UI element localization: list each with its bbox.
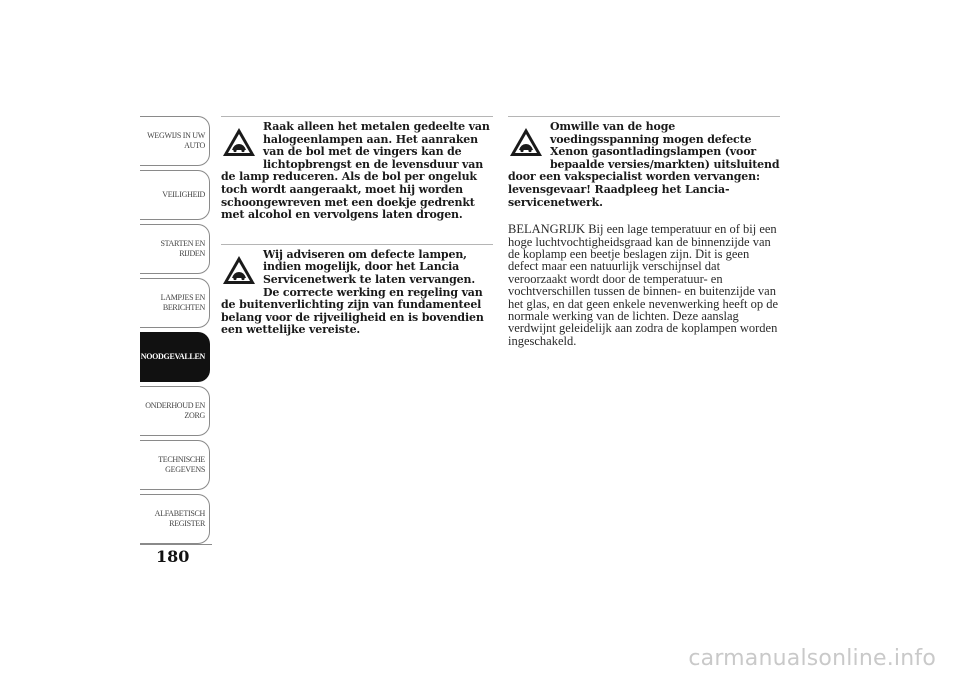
tab-onderhoud-en-zorg[interactable] <box>140 386 210 436</box>
page-number: 180 <box>156 547 190 566</box>
tab-veiligheid[interactable] <box>140 170 210 220</box>
warning-triangle-icon <box>508 125 544 159</box>
tab-label: WEGWIJS IN UW AUTO <box>147 131 205 150</box>
tab-label: ONDERHOUD EN ZORG <box>145 401 205 420</box>
left-column <box>221 116 493 351</box>
warning-text: Raak alleen het metalen gedeelte van halogeenlampen aan. Het aanraken van de bol met de vingers kan de lichtopbrengst en de levensduur van de lamp reduceren. Als de bol per ongeluk toch wordt aangeraakt, moet hij worden schoongewreven met een doekje gedrenkt met alcohol en vervolgens laten drogen. <box>221 120 490 222</box>
warning-text: Wij adviseren om defecte lampen, indien mogelijk, door het Lancia Servicenetwerk te laten vervangen. De correcte werking en regeling van de buitenverlichting zijn van fundamenteel belang voor de rijveiligheid en is bovendien een wettelijke vereiste. <box>221 247 484 337</box>
warning-block <box>221 116 493 222</box>
tab-alfabetisch-register[interactable] <box>140 494 210 544</box>
tab-label: STARTEN EN RIJDEN <box>160 239 205 258</box>
watermark: carmanualsonline.info <box>688 646 936 671</box>
tab-technische-gegevens[interactable] <box>140 440 210 490</box>
sidebar-bottom-divider <box>140 544 212 545</box>
tab-label: VEILIGHEID <box>162 190 205 199</box>
tab-lampjes-en-berichten[interactable] <box>140 278 210 328</box>
tab-label: LAMPJES EN BERICHTEN <box>160 293 205 312</box>
tab-noodgevallen[interactable] <box>140 332 210 382</box>
important-note: BELANGRIJK Bij een lage temperatuur en of bij een hoge luchtvochtigheidsgraad kan de binnenzijde van de koplamp een beetje beslagen zijn. Dit is geen defect maar een natuurlijk verschijnsel dat veroorzaakt wordt door de temperatuur- en vochtverschillen tussen de binnen- en buitenzijde van het glas, en dat geen enkele nevenwerking heeft op de normale werking van de lichten. Deze aanslag verdwijnt geleidelijk aan zodra de koplampen worden ingeschakeld. <box>508 222 779 348</box>
warning-block <box>508 116 780 209</box>
tab-wegwijs-in-uw-auto[interactable] <box>140 116 210 166</box>
warning-text: Omwille van de hoge voedingsspanning mogen defecte Xenon gasontladingslampen (voor bepaalde versies/markten) uitsluitend door een vakspecialist worden vervangen: levensgevaar! Raadpleeg het Lancia-servicenetwerk. <box>508 120 780 209</box>
tab-starten-en-rijden[interactable] <box>140 224 210 274</box>
tab-label: TECHNISCHE GEGEVENS <box>158 455 205 474</box>
warning-triangle-icon <box>221 253 257 287</box>
right-column <box>508 116 780 347</box>
warning-block <box>221 244 493 337</box>
warning-triangle-icon <box>221 125 257 159</box>
tab-label: NOODGEVALLEN <box>140 352 205 361</box>
tab-label: ALFABETISCH REGISTER <box>154 509 205 528</box>
